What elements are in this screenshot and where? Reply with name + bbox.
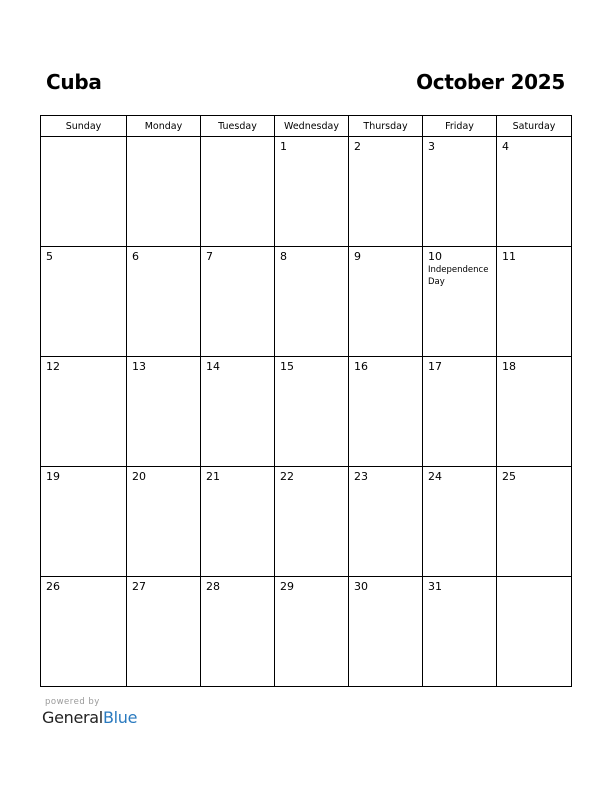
powered-by-text: powered by — [45, 697, 100, 707]
day-number: 17 — [428, 360, 442, 373]
week-row-1 — [41, 137, 572, 247]
brand-blue: Blue — [102, 708, 138, 727]
weekday-friday: Friday — [423, 116, 497, 137]
day-cell — [349, 577, 423, 687]
day-number — [497, 577, 571, 580]
day-number: 15 — [280, 360, 294, 373]
day-cell — [497, 357, 572, 467]
day-number: 2 — [354, 140, 361, 153]
day-number: 19 — [46, 470, 60, 483]
day-cell — [423, 577, 497, 687]
day-cell — [201, 137, 275, 247]
day-cell — [127, 137, 201, 247]
day-number: 24 — [428, 470, 442, 483]
weekday-header-row — [41, 116, 572, 137]
day-number: 16 — [354, 360, 368, 373]
day-cell — [349, 357, 423, 467]
day-number: 28 — [206, 580, 220, 593]
day-number: 13 — [132, 360, 146, 373]
day-cell — [275, 247, 349, 357]
day-number: 7 — [206, 250, 213, 263]
day-number: 27 — [132, 580, 146, 593]
day-cell — [497, 467, 572, 577]
day-cell — [201, 467, 275, 577]
day-number: 25 — [502, 470, 516, 483]
day-number: 11 — [502, 250, 516, 263]
day-number: 21 — [206, 470, 220, 483]
day-number: 31 — [428, 580, 442, 593]
weekday-sunday: Sunday — [41, 116, 127, 137]
day-cell — [275, 467, 349, 577]
day-cell — [41, 467, 127, 577]
day-cell — [127, 467, 201, 577]
day-cell — [423, 137, 497, 247]
generalblue-logo[interactable] — [42, 708, 137, 727]
day-cell — [349, 247, 423, 357]
day-cell — [127, 577, 201, 687]
day-cell — [41, 357, 127, 467]
day-cell — [41, 577, 127, 687]
day-cell — [275, 357, 349, 467]
day-cell — [423, 467, 497, 577]
week-row-4 — [41, 467, 572, 577]
week-row-5 — [41, 577, 572, 687]
day-number: 10 — [428, 250, 442, 263]
day-cell — [349, 467, 423, 577]
day-number: 30 — [354, 580, 368, 593]
weekday-tuesday: Tuesday — [201, 116, 275, 137]
day-number: 4 — [502, 140, 509, 153]
day-cell-holiday — [423, 247, 497, 357]
holiday-label: Independence Day — [428, 265, 489, 287]
day-number: 14 — [206, 360, 220, 373]
day-cell — [497, 577, 572, 687]
day-cell — [201, 577, 275, 687]
day-number: 29 — [280, 580, 294, 593]
day-cell — [275, 577, 349, 687]
day-cell — [201, 357, 275, 467]
day-cell — [423, 357, 497, 467]
day-cell — [497, 137, 572, 247]
day-cell — [41, 137, 127, 247]
day-cell — [201, 247, 275, 357]
day-number — [41, 137, 126, 140]
day-number: 6 — [132, 250, 139, 263]
day-cell — [497, 247, 572, 357]
day-number: 9 — [354, 250, 361, 263]
month-year-title: October 2025 — [416, 70, 565, 94]
brand-general: General — [42, 708, 103, 727]
week-row-2 — [41, 247, 572, 357]
day-number: 5 — [46, 250, 53, 263]
day-number: 3 — [428, 140, 435, 153]
day-number: 23 — [354, 470, 368, 483]
day-number: 1 — [280, 140, 287, 153]
weekday-monday: Monday — [127, 116, 201, 137]
week-row-3 — [41, 357, 572, 467]
day-number: 20 — [132, 470, 146, 483]
weekday-thursday: Thursday — [349, 116, 423, 137]
day-number — [201, 137, 274, 140]
day-number: 12 — [46, 360, 60, 373]
weekday-saturday: Saturday — [497, 116, 572, 137]
day-number: 26 — [46, 580, 60, 593]
calendar-grid — [40, 115, 572, 687]
day-number — [127, 137, 200, 140]
day-number: 22 — [280, 470, 294, 483]
day-cell — [349, 137, 423, 247]
day-cell — [275, 137, 349, 247]
day-cell — [41, 247, 127, 357]
day-number: 18 — [502, 360, 516, 373]
day-cell — [127, 247, 201, 357]
day-cell — [127, 357, 201, 467]
day-number: 8 — [280, 250, 287, 263]
weekday-wednesday: Wednesday — [275, 116, 349, 137]
country-title: Cuba — [46, 70, 102, 94]
